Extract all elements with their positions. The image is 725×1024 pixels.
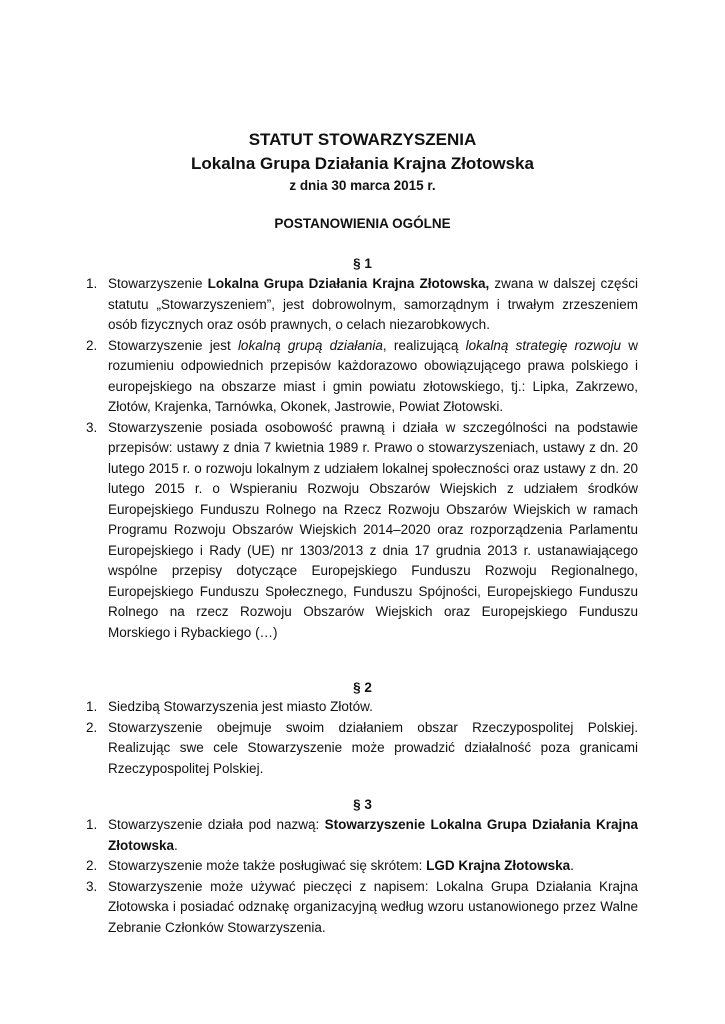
item-text: Stowarzyszenie może używać pieczęci z napisem: Lokalna Grupa Działania Krajna Złotowska i posiadać odznakę organizacyjną według wzoru ustanowionego przez Walne Zebranie Członków Stowarzyszenia. (108, 878, 638, 935)
section-3-list (86, 815, 638, 938)
section-1-item-1 (86, 274, 638, 336)
item-text: Stowarzyszenie jest (108, 337, 238, 353)
item-text: Stowarzyszenie może także posługiwać się skrótem: (108, 858, 427, 873)
item-number: 2. (86, 337, 98, 353)
item-text: , realizującą (382, 337, 466, 353)
section-2-heading: § 2 (353, 680, 372, 695)
item-text: . (570, 858, 574, 873)
item-number: 3. (86, 419, 98, 435)
item-text: Siedzibą Stowarzyszenia jest miasto Złotów. (108, 699, 373, 714)
document-title: STATUT STOWARZYSZENIA (248, 130, 477, 149)
association-abbreviation: LGD Krajna Złotowska (426, 858, 571, 873)
section-1-item-2 (86, 336, 638, 418)
item-number: 2. (86, 858, 98, 873)
item-number: 1. (86, 817, 98, 832)
emphasis-term: lokalną strategię rozwoju (465, 337, 622, 353)
section-1-item-3 (86, 418, 638, 644)
item-number: 2. (86, 719, 98, 735)
section-3-item-3 (86, 877, 638, 939)
item-text: . (174, 837, 178, 853)
item-text: Stowarzyszenie obejmuje swoim działaniem obszar Rzeczypospolitej Polskiej. Realizując swe cele Stowarzyszenie może prowadzić działalność poza granicami Rzeczypospolitej Polskiej. (108, 719, 638, 776)
item-text: w rozumieniu odpowiednich przepisów każdorazowo obowiązującego prawa polskiego i europejskiego na obszarze miast i gmin powiatu złotowskiego, tj.: Lipka, Zakrzewo, Złotów, Krajenka, Tarnówka, Okonek, Jastrowie, Powiat Złotowski. (108, 337, 638, 414)
section-2-list (86, 697, 638, 779)
section-1-list (86, 274, 638, 643)
item-number: 1. (86, 699, 98, 714)
document-date: z dnia 30 marca 2015 r. (289, 178, 436, 193)
section-2-item-2 (86, 718, 638, 780)
item-number: 3. (86, 878, 98, 894)
item-text: zwana w dalszej części statutu „Stowarzyszeniem”, jest dobrowolnym, samorządnym i trwałym zrzeszeniem osób fizycznych oraz osób prawnych, o celach niezarobkowych. (108, 276, 638, 332)
emphasis-term: lokalną grupą działania (237, 337, 383, 353)
document-header (0, 128, 725, 196)
item-text: Stowarzyszenie posiada osobowość prawną i działa w szczególności na podstawie przepisów: ustawy z dnia 7 kwietnia 1989 r. Prawo o stowarzyszeniach, ustawy z dn. 20 lutego 2015 r. o rozwoju lokalnym z udziałem lokalnej społeczności oraz ustawy z dn. 20 lutego 2015 r. o Wspieraniu Rozwoju Obszarów Wiejskich z udziałem środków Europejskiego Funduszu Rolnego na Rzecz Rozwoju Obszarów Wiejskich w ramach Programu Rozwoju Obszarów Wiejskich 2014–2020 oraz rozporządzenia Parlamentu Europejskiego i Rady (UE) nr 1303/2013 z dnia 17 grudnia 2013 r. ustanawiającego wspólne przepisy dotyczące Europejskiego Funduszu Rozwoju Regionalnego, Europejskiego Funduszu Społecznego, Funduszu Spójności, Europejskiego Funduszu Rolnego na rzecz Rozwoju Obszarów Wiejskich oraz Europejskiego Funduszu Morskiego i Rybackiego (…) (108, 419, 638, 640)
section-3-item-2 (86, 856, 638, 877)
association-full-name: Stowarzyszenie Lokalna Grupa Działania Krajna Złotowska (108, 817, 638, 853)
section-3-heading: § 3 (353, 797, 372, 812)
item-text: Stowarzyszenie (108, 276, 208, 291)
document-subtitle: Lokalna Grupa Działania Krajna Złotowska (191, 154, 534, 173)
chapter-title: POSTANOWIENIA OGÓLNE (274, 216, 451, 231)
item-text: Stowarzyszenie działa pod nazwą: (108, 817, 325, 832)
item-number: 1. (86, 276, 98, 291)
section-1-heading: § 1 (353, 256, 372, 271)
section-2-item-1 (86, 697, 638, 718)
association-name: Lokalna Grupa Działania Krajna Złotowska, (207, 276, 490, 291)
section-3-item-1 (86, 815, 638, 856)
